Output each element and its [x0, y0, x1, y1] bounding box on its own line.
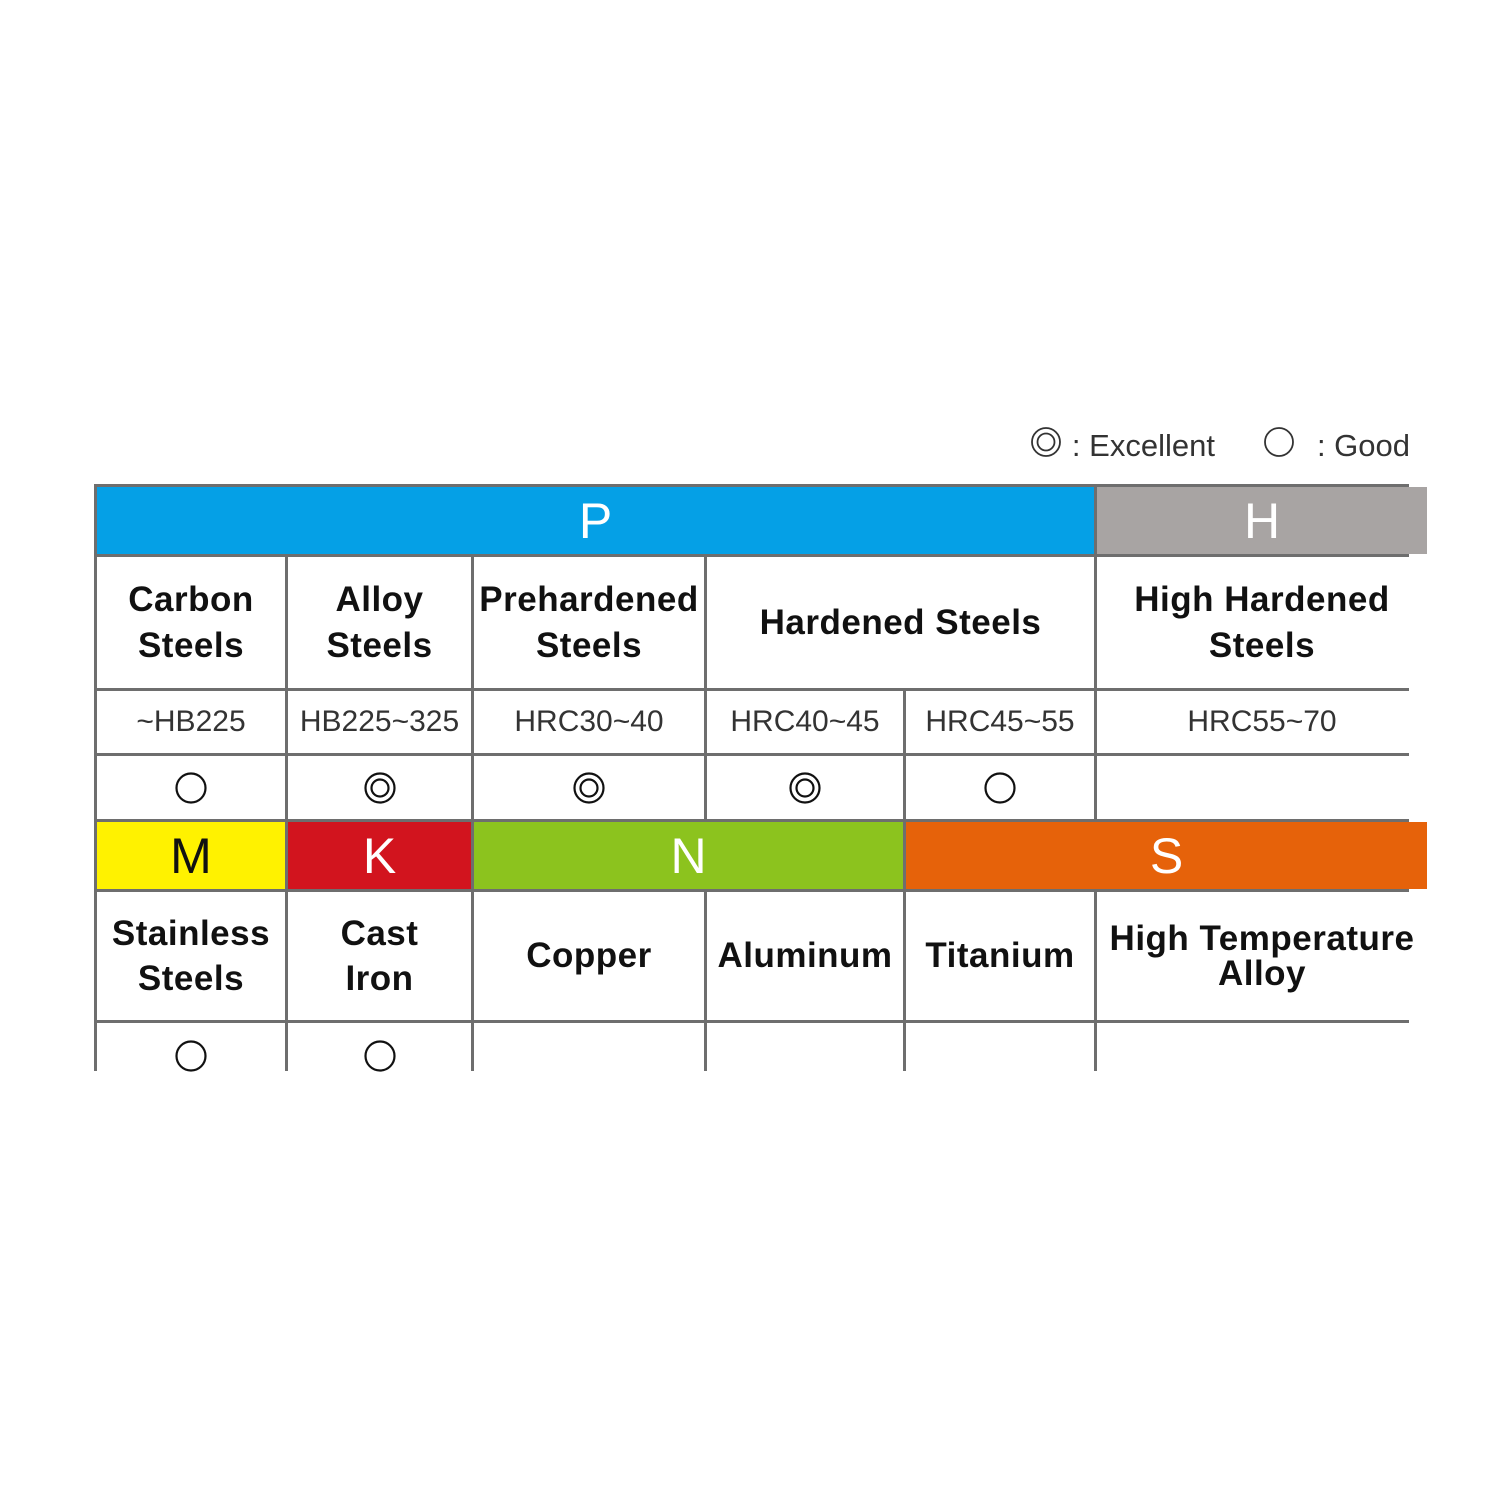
circle-icon [174, 771, 208, 805]
double-circle-icon [572, 771, 606, 805]
rating-cell [906, 1023, 1094, 1089]
hardness-cell: HRC55~70 [1097, 691, 1427, 753]
header-prehardened-steels: Prehardened Steels [474, 557, 704, 688]
hardness-cell: HRC40~45 [707, 691, 903, 753]
hardness-cell: HB225~325 [288, 691, 471, 753]
legend-item-excellent [1030, 426, 1215, 466]
band-p: P [97, 487, 1094, 554]
legend-label-good: : Good [1316, 428, 1410, 463]
hardness-cell: HRC30~40 [474, 691, 704, 753]
header-stainless-steels: Stainless Steels [97, 892, 285, 1020]
band-k: K [288, 822, 471, 889]
rating-cell [707, 1023, 903, 1089]
double-circle-icon [1030, 426, 1062, 466]
header-alloy-steels: Alloy Steels [288, 557, 471, 688]
legend-item-good [1263, 426, 1410, 466]
band-s: S [906, 822, 1427, 889]
rating-cell [97, 1023, 285, 1089]
hardness-cell: HRC45~55 [906, 691, 1094, 753]
circle-icon [363, 1039, 397, 1073]
header-titanium: Titanium [906, 892, 1094, 1020]
rating-cell [707, 756, 903, 819]
rating-cell [1097, 756, 1427, 819]
band-m: M [97, 822, 285, 889]
circle-icon [983, 771, 1017, 805]
double-circle-icon [788, 771, 822, 805]
header-cast-iron: Cast Iron [288, 892, 471, 1020]
rating-cell [474, 1023, 704, 1089]
legend [1030, 426, 1410, 466]
legend-label-excellent: : Excellent [1071, 428, 1215, 463]
rating-cell [288, 1023, 471, 1089]
header-aluminum: Aluminum [707, 892, 903, 1020]
header-copper: Copper [474, 892, 704, 1020]
header-high-hardened-steels: High Hardened Steels [1097, 557, 1427, 688]
band-h: H [1097, 487, 1427, 554]
rating-cell [97, 756, 285, 819]
rating-cell [1097, 1023, 1427, 1089]
double-circle-icon [363, 771, 397, 805]
rating-cell [474, 756, 704, 819]
band-n: N [474, 822, 903, 889]
material-table [94, 484, 1415, 1071]
header-carbon-steels: Carbon Steels [97, 557, 285, 688]
circle-icon [174, 1039, 208, 1073]
header-hardened-steels: Hardened Steels [707, 557, 1094, 688]
rating-cell [288, 756, 471, 819]
circle-icon [1263, 426, 1295, 466]
rating-cell [906, 756, 1094, 819]
hardness-cell: ~HB225 [97, 691, 285, 753]
header-high-temperature-alloy: High Temperature Alloy [1097, 892, 1427, 1020]
